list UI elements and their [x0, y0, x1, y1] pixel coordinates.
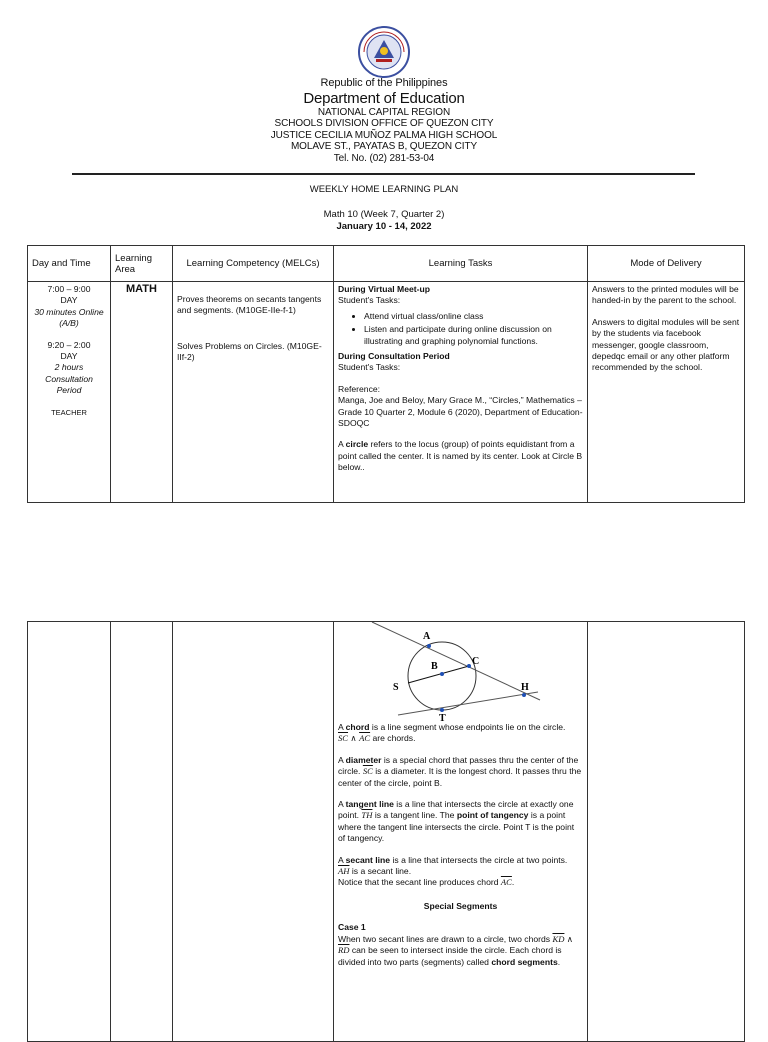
plan-dates: January 10 - 14, 2022 [336, 221, 432, 232]
delivery-cell [588, 282, 745, 503]
time-slot-1: 7:00 – 9:00 [47, 284, 91, 294]
learning-area-cell-continued [111, 622, 173, 1042]
plan-subject: Math 10 (Week 7, Quarter 2) [323, 209, 445, 220]
delivery-cell-continued [588, 622, 745, 1042]
learning-area-cell [111, 282, 173, 503]
students-tasks-label-2: Student's Tasks: [338, 362, 401, 373]
virtual-meetup-title: During Virtual Meet-up [338, 284, 430, 294]
header-learning-tasks: Learning Tasks [334, 246, 588, 282]
online-note: 30 minutes Online (A/B) [34, 306, 104, 329]
special-segments-title: Special Segments [423, 900, 498, 911]
learning-plan-table [27, 245, 745, 503]
school-name: JUSTICE CECILIA MUÑOZ PALMA HIGH SCHOOL [270, 129, 498, 141]
time-slot-2: 9:20 – 2:00 [47, 339, 91, 350]
day-time-cell-continued [28, 622, 111, 1042]
day-label-2: DAY [60, 351, 78, 362]
delivery-printed: Answers to the printed modules will be handed-in by the parent to the school. [592, 284, 739, 306]
header-day-time: Day and Time [28, 246, 111, 282]
division-line: SCHOOLS DIVISION OFFICE OF QUEZON CITY [274, 118, 494, 129]
plan-title: WEEKLY HOME LEARNING PLAN [309, 184, 459, 195]
math-label: MATH [126, 283, 157, 295]
task-bullet-2: • Listen and participate during online discussion on illustrating and graphing polynomial functions. [364, 324, 583, 347]
point-a-label: A [423, 631, 431, 642]
case-1-text: When two secant lines are drawn to a circle, two chords $\overline{KD}$ ∧ $\overline{RD}$ can be seen to intersect inside the circle. Each chord is divided into two parts (segments) called chord segments. [338, 933, 574, 967]
header-competency: Learning Competency (MELCs) [173, 246, 334, 282]
teacher-label: TEACHER [51, 407, 87, 417]
learning-tasks-cell-continued [334, 622, 588, 1042]
diameter-definition: A diameter is a special chord that passes thru the center of the circle. $\overline{SC}$ is a diameter. It is the longest chord. It passes thru the center of the circle, point B. [338, 754, 582, 788]
point-s-label: S [393, 682, 399, 693]
hours-note: 2 hours [54, 362, 84, 373]
tangent-definition: A tangent line is a line that intersects the circle at exactly one point. $\overline{TH}$ is a tangent line. The point of tangency is a point where the tangent line intersects the circle. Point T is the point of tangency. [338, 799, 575, 844]
competency-cell-continued [173, 622, 334, 1042]
department-name: Department of Education [303, 89, 465, 107]
students-tasks-label-1: Student's Tasks: [338, 295, 401, 306]
chord-definition: A chord is a line segment whose endpoints lie on the circle. $\overline{SC}$ ∧ $\overline{AC}$ are chords. [338, 722, 566, 744]
point-t-label: T [439, 713, 446, 722]
reference-label: Reference: [338, 383, 381, 394]
header-learning-area: Learning Area [111, 246, 173, 282]
point-h-label: H [521, 682, 529, 693]
learning-plan-table-continued [27, 621, 745, 1042]
learning-tasks-cell [334, 282, 588, 503]
header-divider [72, 173, 695, 175]
case-1-title: Case 1 [338, 922, 366, 933]
header-mode-delivery: Mode of Delivery [588, 246, 745, 282]
region-line: NATIONAL CAPITAL REGION [317, 106, 451, 118]
consultation-title: During Consultation Period [338, 351, 450, 362]
circle-definition: A circle refers to the locus (group) of points equidistant from a point called the center. It is named by its center. Look at Circle B below.. [338, 439, 583, 473]
reference-text: Manga, Joe and Beloy, Mary Grace M., “Circles,” Mathematics – Grade 10 Quarter 2, Module 6 (2020), Department of Education-SDOQC [338, 395, 583, 429]
address-line: MOLAVE ST., PAYATAS B, QUEZON CITY [290, 141, 478, 152]
secant-definition: A secant line is a line that intersects the circle at two points. $\overline{AH}$ is a secant line. Notice that the secant line produces chord $\overline{AC}$. [338, 854, 568, 888]
competency-cell [173, 282, 334, 503]
delivery-digital: Answers to digital modules will be sent by the students via facebook messenger, google classroom, depedqc email or any other platform recommended by the school. [592, 316, 740, 373]
day-label-1: DAY [60, 295, 78, 306]
competency-2: Solves Problems on Circles. (M10GE-IIf-2) [177, 340, 322, 363]
day-time-cell [28, 282, 111, 503]
point-b-label: B [431, 661, 438, 672]
competency-1: Proves theorems on secants tangents and segments. (M10GE-IIe-f-1) [177, 294, 322, 316]
point-c-label: C [472, 656, 480, 667]
telephone-line: Tel. No. (02) 281-53-04 [333, 152, 435, 164]
deped-seal-logo [358, 26, 410, 78]
republic-line: Republic of the Philippines [320, 77, 448, 89]
task-bullet-1: • Attend virtual class/online class [364, 311, 583, 322]
circle-b-diagram [338, 622, 584, 722]
consultation-note: Consultation Period [45, 373, 93, 396]
